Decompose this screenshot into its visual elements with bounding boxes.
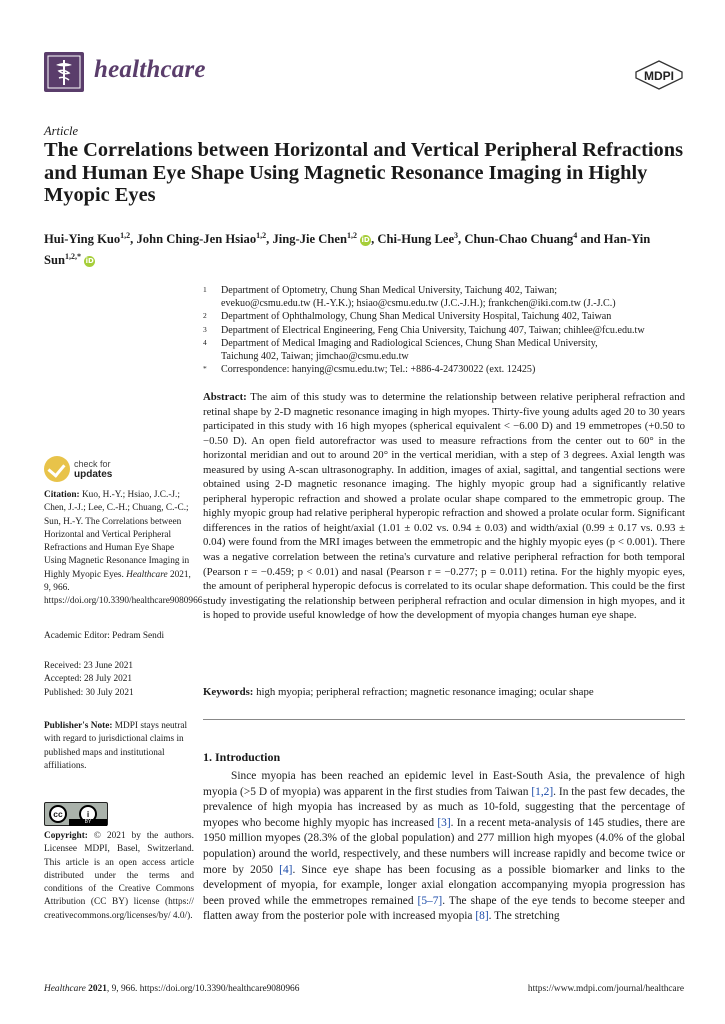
- citation-block: [44, 489, 203, 609]
- article-type: Article: [44, 124, 79, 138]
- intro-text: Since myopia has been reached an epidemic level in East-South Asia, the prevalence of high myopia (>5 D of myopia) was apparent in the first studies from Taiwan: [203, 770, 685, 798]
- author-name: Hui-Ying Kuo: [44, 232, 121, 247]
- introduction-paragraph: [203, 769, 685, 925]
- abstract-text: The aim of this study was to determine the relationship between relative peripheral refraction and retinal shape by 2-D magnetic resonance imaging in high myopes. Thirty-five young adults aged 20 to 30 years participated in this study with 16 high myopes (spherical equivalent < −6.00 D) and 19 emmetropes (+0.50 to −0.50 D). An open field autorefractor was used to measure refractions from the center out to 60° in the horizontal meridian and out to around 20° in the vertical meridian, with a step of 3 degrees. Axial length was measured by using A-scan ultrasonography. In addition, images of axial, sagittal, and tangential sections were obtained using 2-D magnetic resonance imaging. The highly myopic group had a significantly relative peripheral hyperopic refraction and showed a prolate ocular shape compared to the emmetropic group. The highly myopic group had relative peripheral hyperopic refraction and showed a prolate ocular form. Significant differences in the ratios of height/axial (1.01 ± 0.02 vs. 0.94 ± 0.03) and width/axial (0.99 ± 0.17 vs. 0.93 ± 0.04) were found from the MRI images between the emmetropic and the highly myopic eyes (p < 0.001). There was a negative correlation between the retina's curvature and relative peripheral refraction for both temporal (Pearson r = −0.459; p < 0.01) and nasal (Pearson r = −0.277; p = 0.011) retina. For the highly myopic eyes, the amount of peripheral hyperopic defocus is correlated to its ocular shape deformation. This could be the first study investigating the relationship between peripheral refraction and ocular dimension in high myopes, and it is hoped to provide useful knowledge of how the development of myopia changes human eye shape.: [203, 391, 685, 622]
- copyright: [44, 830, 194, 923]
- copyright-label: Copyright:: [44, 831, 88, 841]
- intro-text: . Since eye shape has been focusing as a possible biomarker and links to the development of myopia, for example, longer axial elongation accompanying myopia progression has been proved while the emmetropes remained: [203, 863, 685, 907]
- abstract: [203, 390, 685, 623]
- copyright-text: © 2021 by the authors. Licensee MDPI, Basel, Switzerland. This article is an open access article distributed under the terms and conditions of the Creative Commons Attribution (CC BY) license (https:// creativecommons.org/licenses/by/ 4.0/).: [44, 831, 194, 921]
- citation-link[interactable]: [4]: [279, 863, 293, 876]
- check-line2: updates: [74, 469, 113, 480]
- attribution-icon: i: [79, 805, 97, 823]
- check-for-updates-button[interactable]: [44, 456, 134, 484]
- publisher-note-label: Publisher's Note:: [44, 721, 113, 731]
- orcid-icon[interactable]: iD: [85, 257, 94, 266]
- intro-text: . In the past few decades, the prevalence of high myopia has increased by as much as 10-fold, suggesting that the percentage of myopes who become highly myopic has increased: [203, 785, 685, 829]
- cc-icon: cc: [49, 805, 67, 823]
- author-separator: ,: [266, 232, 273, 247]
- citation-journal: Healthcare: [126, 569, 168, 580]
- academic-editor: Academic Editor: Pedram Sendi: [44, 631, 165, 641]
- citation-label: Citation:: [44, 490, 80, 500]
- citation-text: Kuo, H.-Y.; Hsiao, J.C.-J.; Chen, J.-J.; Lee, C.-H.; Chuang, C.-C.; Sun, H.-Y. The Correlations between Horizontal and Vertical Peripheral Refractions and Human Eye Shape Using Magnetic Resonance Imaging in Highly Myopic Eyes.: [44, 490, 190, 580]
- footer-journal: Healthcare: [44, 984, 86, 994]
- affiliation-item: [203, 363, 693, 376]
- cc-by-label: BY: [69, 819, 107, 826]
- citation-link[interactable]: [1,2]: [531, 785, 554, 798]
- affiliation-number: 1: [203, 285, 207, 294]
- paper-title: The Correlations between Horizontal and Vertical Peripheral Refractions and Human Eye Shape Using Magnetic Resonance Imaging in Highly Myopic Eyes: [44, 139, 683, 206]
- published-date: Published: 30 July 2021: [44, 687, 134, 698]
- author-name: Chi-Hung Lee: [377, 232, 455, 247]
- divider: [203, 719, 685, 720]
- affiliation-number: 3: [203, 324, 207, 334]
- affiliation-item: [203, 324, 693, 337]
- affiliation-number: 2: [203, 311, 207, 321]
- author-separator: ,: [371, 232, 378, 247]
- affiliation-line: evekuo@csmu.edu.tw (H.-Y.K.); hsiao@csmu.edu.tw (J.C.-J.H.); frankchen@iki.com.tw (J.-J.C.): [221, 298, 616, 310]
- orcid-icon[interactable]: iD: [361, 236, 370, 245]
- author-separator: ,: [458, 232, 465, 247]
- footer-citation: [44, 984, 299, 994]
- publisher-note-text: MDPI stays neutral with regard to jurisdictional claims in published maps and institutional affiliations.: [44, 721, 188, 771]
- footer-year: 2021: [88, 984, 107, 994]
- cc-by-license-badge[interactable]: [44, 802, 108, 826]
- mdpi-logo-icon: [634, 60, 684, 90]
- check-line1: check for: [74, 459, 111, 469]
- author-affiliation-sup: 1,2,*: [65, 252, 82, 262]
- author-separator: ,: [130, 232, 137, 247]
- affiliation-line: Department of Medical Imaging and Radiological Sciences, Chung Shan Medical University,: [221, 337, 598, 349]
- intro-text: . The shape of the eye tends to become steeper and flatten away from the posterior pole with increased myopia: [203, 894, 685, 923]
- journal-header: [44, 52, 684, 98]
- author-affiliation-sup: 1,2: [256, 231, 267, 240]
- affiliation-item: [203, 337, 693, 363]
- author-affiliation-sup: 1,2: [120, 231, 131, 240]
- abstract-label: Abstract:: [203, 391, 247, 403]
- author-name: and Han-Yin Sun: [44, 232, 651, 268]
- author-list: [44, 227, 684, 269]
- journal-logo-icon: [44, 52, 84, 92]
- affiliation-line: Correspondence: hanying@csmu.edu.tw; Tel.: +886-4-24730022 (ext. 12425): [221, 364, 536, 376]
- author-affiliation-sup: 3: [454, 231, 459, 240]
- affiliation-number: *: [203, 364, 207, 374]
- mdpi-label: MDPI: [644, 69, 674, 83]
- keywords-label: Keywords:: [203, 686, 254, 698]
- affiliation-line: Department of Electrical Engineering, Feng Chia University, Taichung 407, Taiwan; chihlee@fcu.edu.tw: [221, 324, 645, 336]
- intro-text: . In a recent meta-analysis of 145 studies, there are 1950 million myopes (28.3% of the global population) and 277 million high myopes (4.0% of the global population) around the world, respectively, and these numbers will increase rapidly and become twice or more by 2050: [203, 816, 686, 876]
- footer-doi[interactable]: , 9, 966. https://doi.org/10.3390/healthcare9080966: [106, 984, 300, 994]
- intro-text: . The stretching: [488, 910, 560, 923]
- dates: [44, 660, 194, 700]
- check-icon: [44, 456, 70, 482]
- journal-name: healthcare: [94, 56, 206, 83]
- author-name: John Ching-Jen Hsiao: [136, 232, 257, 247]
- section-heading: 1. Introduction: [203, 750, 281, 764]
- author-affiliation-sup: 1,2: [346, 231, 357, 240]
- keywords-text: high myopia; peripheral refraction; magnetic resonance imaging; ocular shape: [256, 686, 594, 698]
- author-name: Jing-Jie Chen: [272, 232, 347, 247]
- publisher-note: [44, 720, 194, 773]
- citation-link[interactable]: [3]: [437, 816, 451, 829]
- affiliation-line: Department of Ophthalmology, Chung Shan Medical University Hospital, Taichung 402, Taiwan: [221, 311, 612, 323]
- affiliation-item: [203, 310, 693, 323]
- affiliation-line: Department of Optometry, Chung Shan Medical University, Taichung 402, Taiwan;: [221, 285, 558, 296]
- citation-link[interactable]: [8]: [475, 910, 489, 923]
- citation-link[interactable]: [5–7]: [417, 894, 443, 907]
- affiliation-line: Taichung 402, Taiwan; jimchao@csmu.edu.tw: [221, 351, 409, 363]
- citation-doi[interactable]: 2021, 9, 966. https://doi.org/10.3390/healthcare9080966: [44, 569, 203, 607]
- author-name: Chun-Chao Chuang: [464, 232, 574, 247]
- affiliation-item: [203, 284, 693, 310]
- affiliation-number: 4: [203, 337, 207, 347]
- keywords: [203, 686, 685, 698]
- affiliations: [203, 284, 693, 376]
- author-affiliation-sup: 4: [573, 231, 578, 240]
- accepted-date: Accepted: 28 July 2021: [44, 674, 133, 685]
- footer-url[interactable]: https://www.mdpi.com/journal/healthcare: [527, 984, 684, 994]
- received-date: Received: 23 June 2021: [44, 661, 134, 671]
